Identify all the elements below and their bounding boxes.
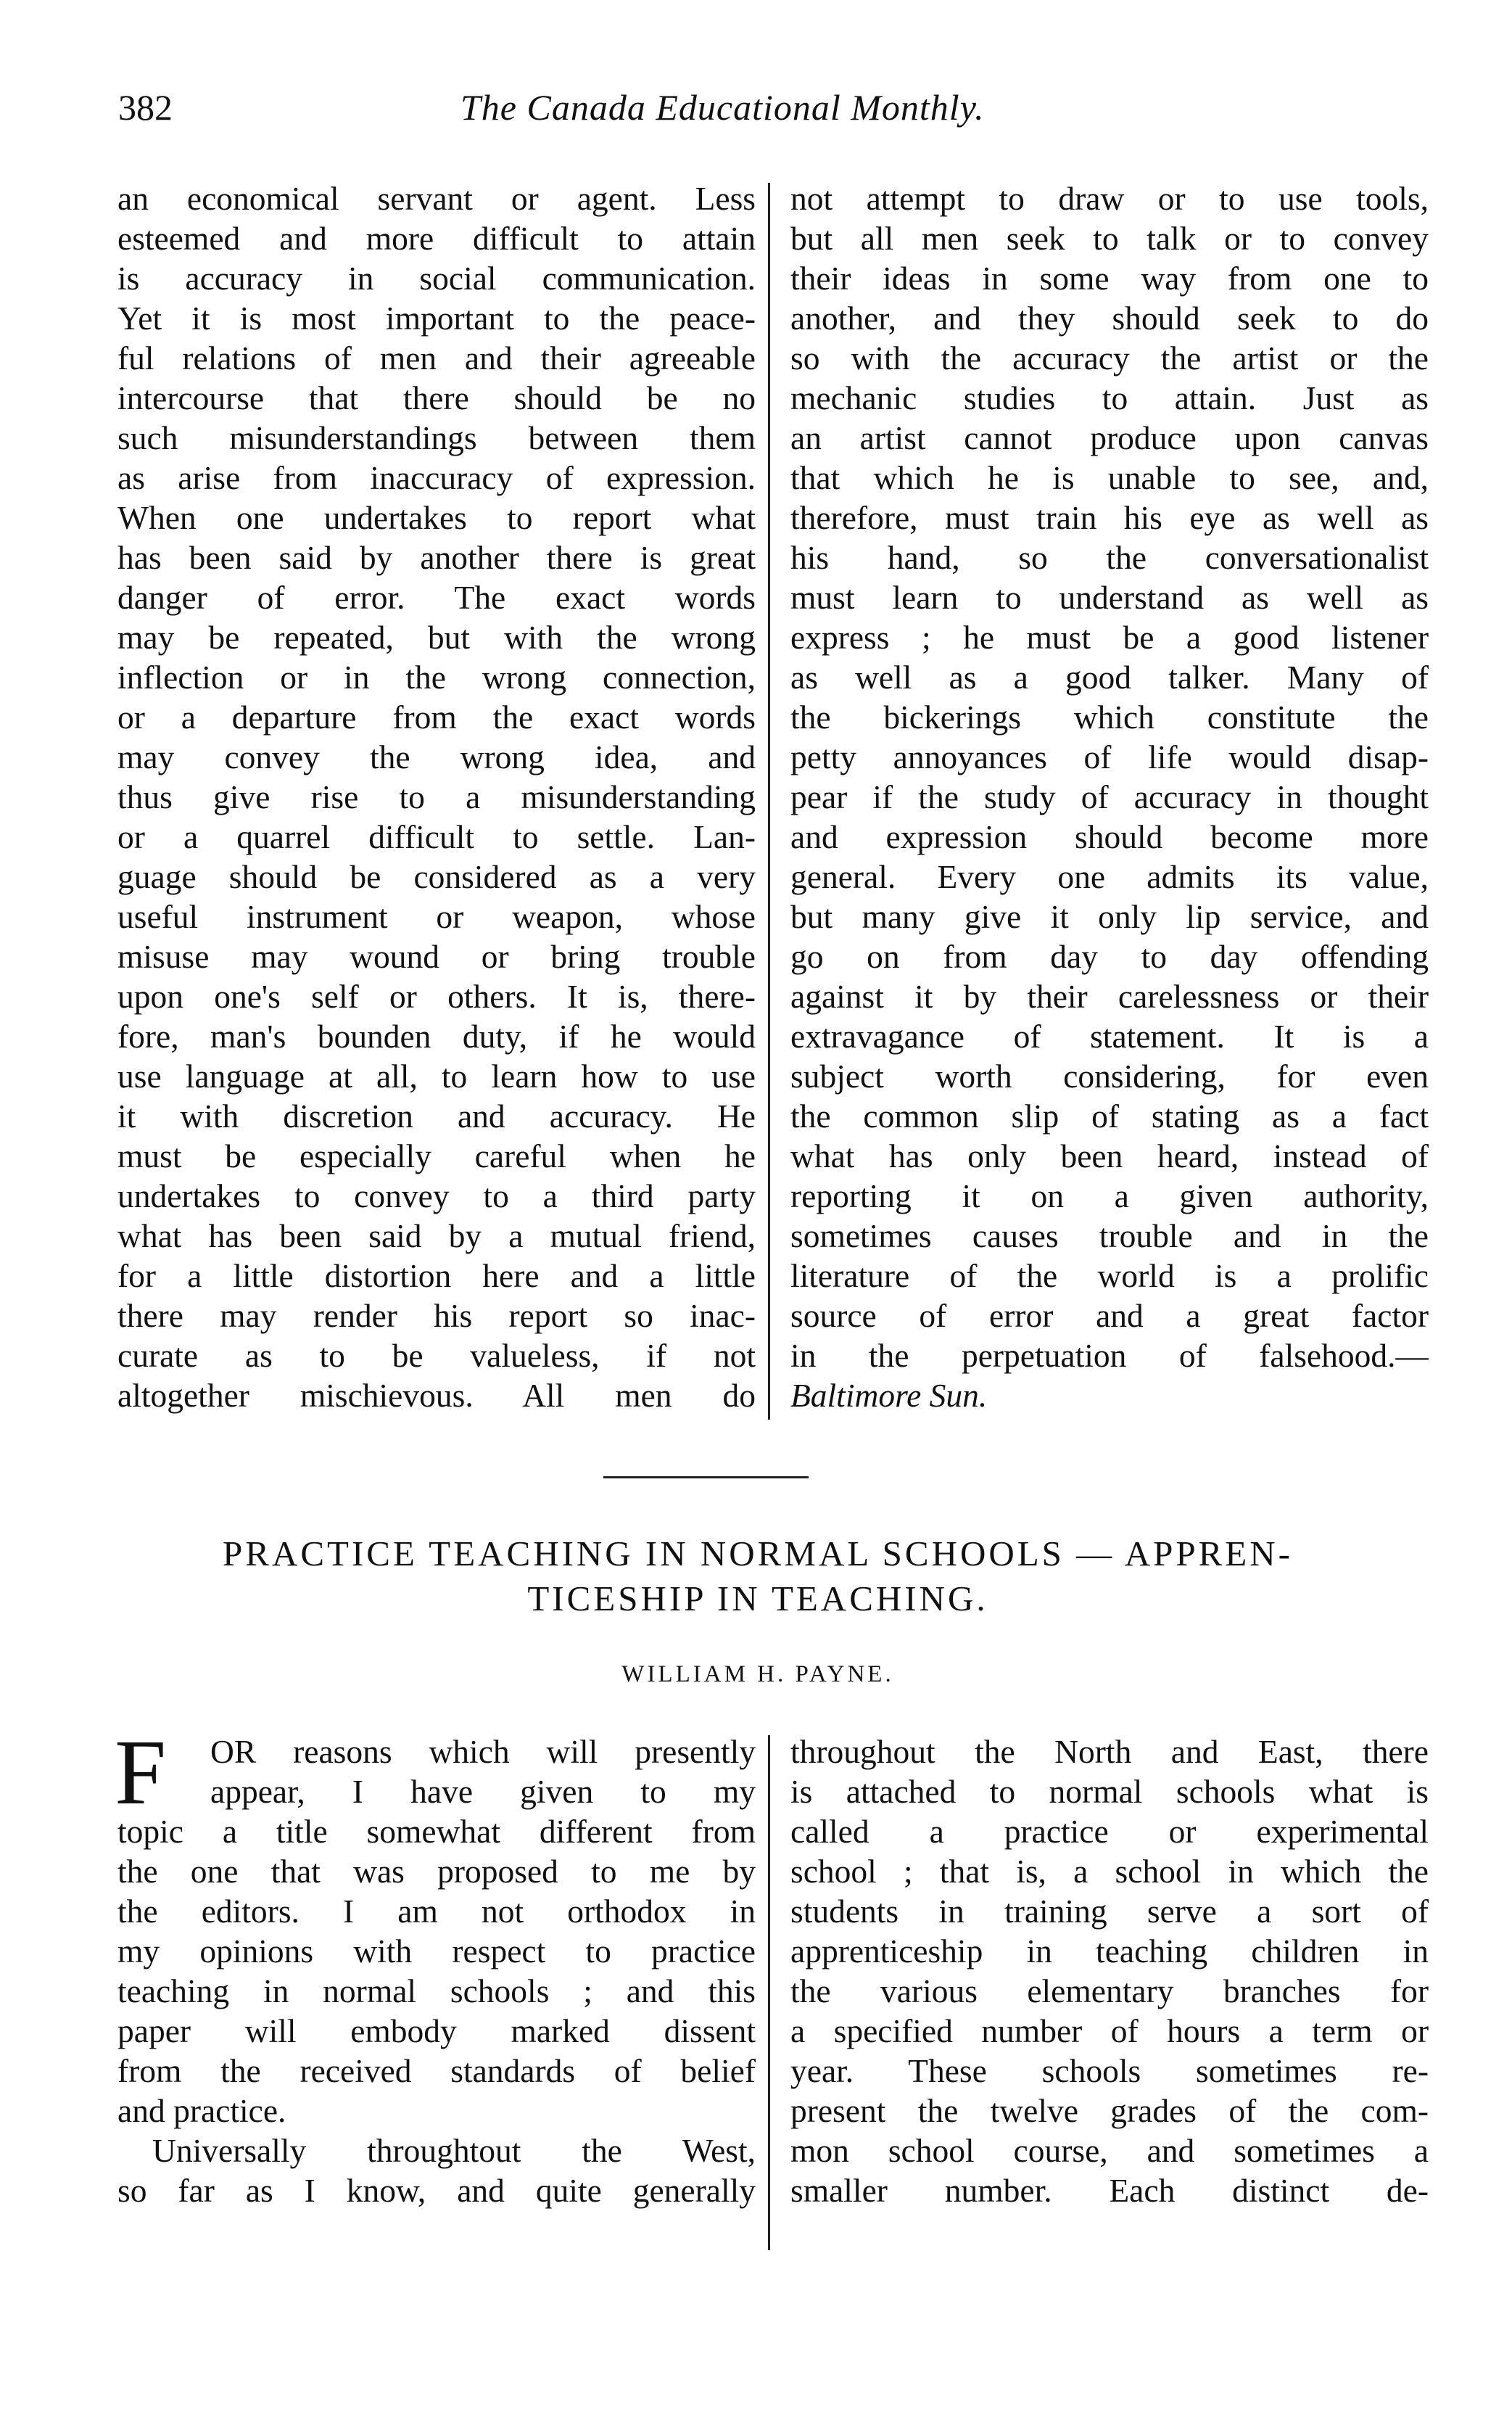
text-line: apprenticeship in teaching children in [790, 1933, 1429, 1969]
page-number: 382 [118, 87, 173, 128]
text-line: a specified number of hours a term or [790, 2012, 1429, 2049]
text-line: esteemed and more difficult to attain [117, 220, 756, 257]
text-line: the common slip of stating as a fact [790, 1098, 1429, 1135]
text-line: not attempt to draw or to use tools, [790, 180, 1429, 217]
text-line: that which he is unable to see, and, [790, 459, 1429, 496]
text-line: intercourse that there should be no [117, 379, 756, 416]
text-line: appear, I have given to my [210, 1773, 756, 1810]
text-line: topic a title somewhat different from [117, 1813, 756, 1850]
text-line: so with the accuracy the artist or the [790, 339, 1429, 376]
text-line: extravagance of statement. It is a [790, 1018, 1429, 1055]
text-line: students in training serve a sort of [790, 1893, 1429, 1930]
text-line: paper will embody marked dissent [117, 2012, 756, 2049]
text-line: upon one's self or others. It is, there- [117, 978, 756, 1015]
text-line: is accuracy in social communication. [117, 260, 756, 297]
text-line: use language at all, to learn how to use [117, 1058, 756, 1095]
text-line: altogether mischievous. All men do [117, 1377, 756, 1414]
text-line: danger of error. The exact words [117, 579, 756, 616]
article2-left-column [115, 1721, 756, 2210]
text-line: thus give rise to a misunderstanding [117, 778, 756, 815]
text-line: fore, man's bounden duty, if he would [117, 1018, 756, 1055]
text-line: another, and they should seek to do [790, 300, 1429, 337]
text-line: Yet it is most important to the peace- [117, 300, 756, 337]
text-line: the one that was proposed to me by [117, 1853, 756, 1890]
text-line: his hand, so the conversationalist [790, 539, 1429, 576]
text-line: undertakes to convey to a third party [117, 1177, 756, 1214]
text-line: year. These schools sometimes re- [790, 2052, 1429, 2089]
text-line: smaller number. Each distinct de- [790, 2172, 1429, 2209]
text-line: the various elementary branches for [790, 1972, 1429, 2009]
drop-cap: F [115, 1721, 167, 1824]
text-line: express ; he must be a good listener [790, 619, 1429, 656]
text-line: it with discretion and accuracy. He [117, 1098, 756, 1135]
text-line: and practice. [117, 2092, 286, 2129]
text-line: general. Every one admits its value, [790, 858, 1429, 895]
article1-right-column [790, 178, 1429, 1415]
text-line: called a practice or experimental [790, 1813, 1429, 1850]
text-line: what has been said by a mutual friend, [117, 1217, 756, 1254]
text-line: teaching in normal schools ; and this [117, 1972, 756, 2009]
text-line: mechanic studies to attain. Just as [790, 379, 1429, 416]
text-line: may be repeated, but with the wrong [117, 619, 756, 656]
text-line: petty annoyances of life would disap- [790, 738, 1429, 775]
article-title-line-1: PRACTICE TEACHING IN NORMAL SCHOOLS — APPREN- [223, 1534, 1293, 1573]
text-line: and expression should become more [790, 818, 1429, 855]
text-line: pear if the study of accuracy in thought [790, 778, 1429, 815]
text-line: as well as a good talker. Many of [790, 659, 1429, 696]
source-attribution: Baltimore Sun. [790, 1377, 988, 1414]
text-line: guage should be considered as a very [117, 858, 756, 895]
text-line: curate as to be valueless, if not [117, 1337, 756, 1374]
text-line: ful relations of men and their agreeable [117, 339, 756, 376]
text-line: against it by their carelessness or their [790, 978, 1429, 1015]
text-line: what has only been heard, instead of [790, 1137, 1429, 1174]
text-line: When one undertakes to report what [117, 499, 756, 536]
text-line: but all men seek to talk or to convey [790, 220, 1429, 257]
text-line: subject worth considering, for even [790, 1058, 1429, 1095]
text-line: useful instrument or weapon, whose [117, 898, 756, 935]
text-line: may convey the wrong idea, and [117, 738, 756, 775]
text-line: such misunderstandings between them [117, 419, 756, 456]
text-line: an economical servant or agent. Less [117, 180, 756, 217]
text-line: reporting it on a given authority, [790, 1177, 1429, 1214]
text-line: an artist cannot produce upon canvas [790, 419, 1429, 456]
text-line: present the twelve grades of the com- [790, 2092, 1429, 2129]
text-line: their ideas in some way from one to [790, 260, 1429, 297]
column-rule [768, 183, 770, 1420]
text-line: or a departure from the exact words [117, 699, 756, 736]
text-line: the bickerings which constitute the [790, 699, 1429, 736]
text-line: Universally throughtout the West, [152, 2132, 756, 2169]
text-line: for a little distortion here and a little [117, 1257, 756, 1294]
text-line: has been said by another there is great [117, 539, 756, 576]
text-line: must be especially careful when he [117, 1137, 756, 1174]
text-line: OR reasons which will presently [210, 1733, 756, 1770]
text-line: school ; that is, a school in which the [790, 1853, 1429, 1890]
author-byline: WILLIAM H. PAYNE. [621, 1661, 894, 1687]
text-line: misuse may wound or bring trouble [117, 938, 756, 975]
text-line: must learn to understand as well as [790, 579, 1429, 616]
text-line: so far as I know, and quite generally [117, 2172, 756, 2209]
text-line: literature of the world is a prolific [790, 1257, 1429, 1294]
text-line: the editors. I am not orthodox in [117, 1893, 756, 1930]
text-line: throughout the North and East, there [790, 1733, 1429, 1770]
section-divider [603, 1476, 809, 1478]
text-line: go on from day to day offending [790, 938, 1429, 975]
article1-left-column [117, 178, 756, 1415]
text-line: therefore, must train his eye as well as [790, 499, 1429, 536]
text-line: is attached to normal schools what is [790, 1773, 1429, 1810]
text-line: but many give it only lip service, and [790, 898, 1429, 935]
text-line: my opinions with respect to practice [117, 1933, 756, 1969]
text-line: sometimes causes trouble and in the [790, 1217, 1429, 1254]
text-line: in the perpetuation of falsehood.— [790, 1337, 1429, 1374]
column-rule [768, 1735, 770, 2250]
article2-right-column [790, 1732, 1429, 2210]
text-line: source of error and a great factor [790, 1297, 1429, 1334]
text-line: mon school course, and sometimes a [790, 2132, 1429, 2169]
text-line: or a quarrel difficult to settle. Lan- [117, 818, 756, 855]
text-line: as arise from inaccuracy of expression. [117, 459, 756, 496]
running-head: The Canada Educational Monthly. [460, 87, 985, 128]
article-title-line-2: TICESHIP IN TEACHING. [527, 1578, 988, 1618]
text-line: inflection or in the wrong connection, [117, 659, 756, 696]
text-line: from the received standards of belief [117, 2052, 756, 2089]
text-line: there may render his report so inac- [117, 1297, 756, 1334]
